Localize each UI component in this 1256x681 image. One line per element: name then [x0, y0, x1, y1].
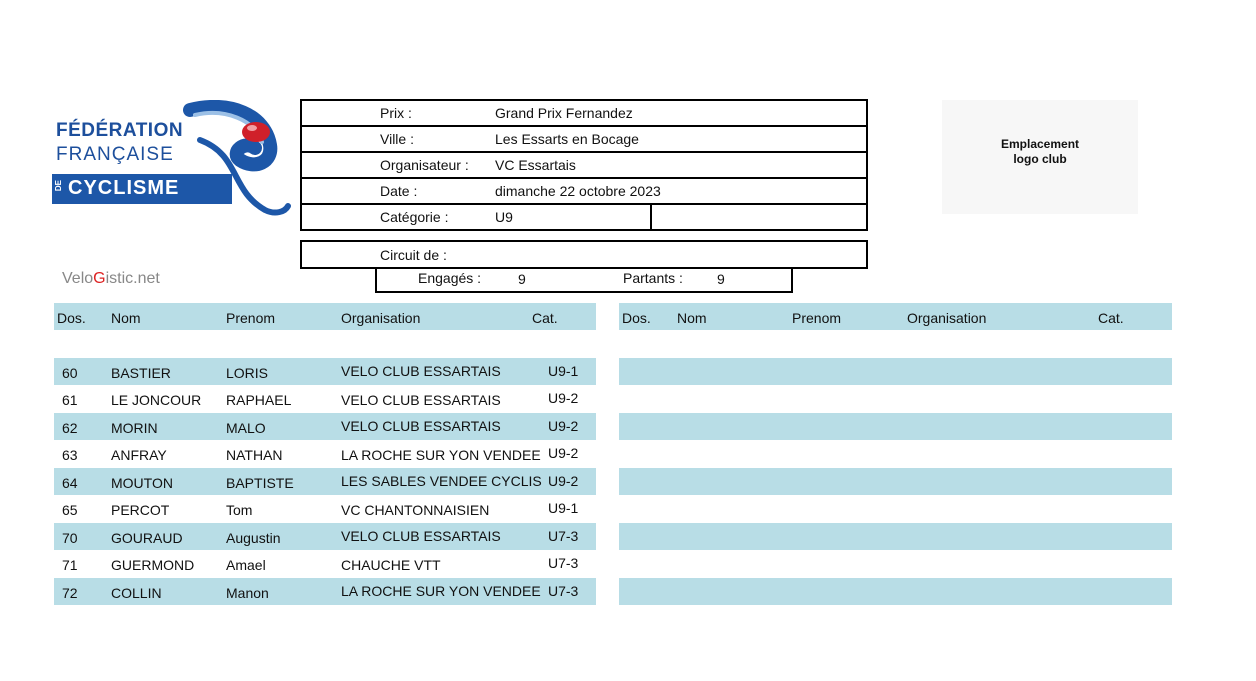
club-logo-text: [942, 137, 1138, 167]
table-row: [54, 523, 596, 550]
cell-nom: GUERMOND: [111, 557, 195, 573]
header-cat-right: Cat.: [1098, 310, 1124, 326]
club-logo-line2: logo club: [1013, 152, 1067, 166]
cell-dos: 70: [62, 530, 78, 546]
empty-row-right: [619, 358, 1172, 385]
cell-organisation: CHAUCHE VTT: [341, 557, 441, 573]
velogistic-watermark: [62, 270, 160, 288]
cell-nom: GOURAUD: [111, 530, 183, 546]
header-organisation-right: Organisation: [907, 310, 987, 326]
club-logo-line1: Emplacement: [1000, 137, 1080, 151]
circuit-label: Circuit de :: [380, 247, 447, 263]
info-row-organisateur: [300, 151, 868, 177]
prix-value: Grand Prix Fernandez: [495, 105, 633, 121]
empty-row-right: [619, 523, 1172, 550]
cell-organisation: VELO CLUB ESSARTAIS: [341, 528, 501, 544]
cell-dos: 71: [62, 557, 78, 573]
cell-organisation: LA ROCHE SUR YON VENDEE: [341, 447, 541, 463]
partants-value: 9: [717, 271, 725, 287]
cell-nom: COLLIN: [111, 585, 162, 601]
categorie-value: U9: [495, 209, 513, 225]
cell-dos: 61: [62, 392, 78, 408]
date-label: Date :: [380, 183, 418, 199]
logo-line-federation: FÉDÉRATION: [56, 120, 184, 141]
cell-cat: U7-3: [548, 583, 579, 599]
cell-prenom: NATHAN: [226, 447, 283, 463]
table-row: [54, 413, 596, 440]
cell-cat: U9-1: [548, 500, 579, 516]
circuit-box: [300, 240, 868, 269]
categorie-label: Catégorie :: [380, 209, 449, 225]
organisateur-value: VC Essartais: [495, 157, 576, 173]
cell-organisation: VELO CLUB ESSARTAIS: [341, 392, 501, 408]
cell-nom: MOUTON: [111, 475, 173, 491]
cyclist-swoosh-icon: [170, 100, 295, 225]
cell-nom: BASTIER: [111, 365, 171, 381]
cell-dos: 72: [62, 585, 78, 601]
cell-cat: U7-3: [548, 528, 579, 544]
header-dos: Dos.: [57, 310, 86, 326]
cell-cat: U7-3: [548, 555, 579, 571]
cell-nom: LE JONCOUR: [111, 392, 202, 408]
cell-nom: MORIN: [111, 420, 158, 436]
velogistic-part1: Velo: [62, 270, 94, 287]
cell-prenom: Augustin: [226, 530, 281, 546]
cell-cat: U9-1: [548, 363, 579, 379]
info-row-prix: [300, 99, 868, 125]
info-row-date: [300, 177, 868, 203]
cell-prenom: MALO: [226, 420, 266, 436]
empty-row-right: [619, 413, 1172, 440]
cell-dos: 60: [62, 365, 78, 381]
empty-row-right: [619, 468, 1172, 495]
header-prenom: Prenom: [226, 310, 276, 326]
cell-dos: 65: [62, 502, 78, 518]
table-header-right: [619, 303, 1172, 330]
cell-prenom: RAPHAEL: [226, 392, 292, 408]
ville-value: Les Essarts en Bocage: [495, 131, 639, 147]
cell-prenom: BAPTISTE: [226, 475, 294, 491]
velogistic-part2: G: [93, 270, 106, 287]
date-value: dimanche 22 octobre 2023: [495, 183, 661, 199]
cell-dos: 64: [62, 475, 78, 491]
ffc-logo: [50, 100, 295, 225]
cell-nom: ANFRAY: [111, 447, 167, 463]
velogistic-part3: istic.net: [105, 270, 160, 287]
table-header-left: [54, 303, 596, 330]
organisateur-label: Organisateur :: [380, 157, 469, 173]
info-row-ville: [300, 125, 868, 151]
header-dos-right: Dos.: [622, 310, 651, 326]
header-organisation: Organisation: [341, 310, 421, 326]
logo-line-francaise: FRANÇAISE: [56, 144, 174, 165]
cell-prenom: Amael: [226, 557, 266, 573]
header-nom-right: Nom: [677, 310, 707, 326]
cell-nom: PERCOT: [111, 502, 170, 518]
prix-label: Prix :: [380, 105, 412, 121]
cell-cat: U9-2: [548, 390, 579, 406]
cell-prenom: Tom: [226, 502, 253, 518]
club-logo-placeholder: [942, 100, 1138, 214]
cell-dos: 63: [62, 447, 78, 463]
ville-label: Ville :: [380, 131, 414, 147]
cell-organisation: VELO CLUB ESSARTAIS: [341, 363, 501, 379]
header-cat: Cat.: [532, 310, 558, 326]
cell-cat: U9-2: [548, 473, 579, 489]
table-row: [54, 550, 596, 577]
cell-organisation: LES SABLES VENDEE CYCLIS: [341, 473, 542, 489]
cell-prenom: LORIS: [226, 365, 269, 381]
info-row-categorie: [300, 203, 868, 231]
cell-dos: 62: [62, 420, 78, 436]
cell-organisation: VELO CLUB ESSARTAIS: [341, 418, 501, 434]
cell-prenom: Manon: [226, 585, 269, 601]
engages-value: 9: [518, 271, 526, 287]
cell-organisation: VC CHANTONNAISIEN: [341, 502, 490, 518]
cell-cat: U9-2: [548, 418, 579, 434]
table-row: [54, 495, 596, 522]
header-prenom-right: Prenom: [792, 310, 842, 326]
cell-organisation: LA ROCHE SUR YON VENDEE: [341, 583, 541, 599]
table-row: [54, 358, 596, 385]
cell-cat: U9-2: [548, 445, 579, 461]
table-row: [54, 578, 596, 605]
partants-label: Partants :: [623, 270, 683, 286]
table-row: [54, 440, 596, 467]
empty-row-right: [619, 578, 1172, 605]
engages-box: [375, 267, 793, 293]
table-row: [54, 468, 596, 495]
logo-de: DE: [54, 180, 63, 192]
engages-label: Engagés :: [418, 270, 482, 286]
categorie-separator: [650, 205, 652, 229]
header-nom: Nom: [111, 310, 141, 326]
table-row: [54, 385, 596, 412]
logo-line-cyclisme: CYCLISME: [68, 177, 180, 199]
